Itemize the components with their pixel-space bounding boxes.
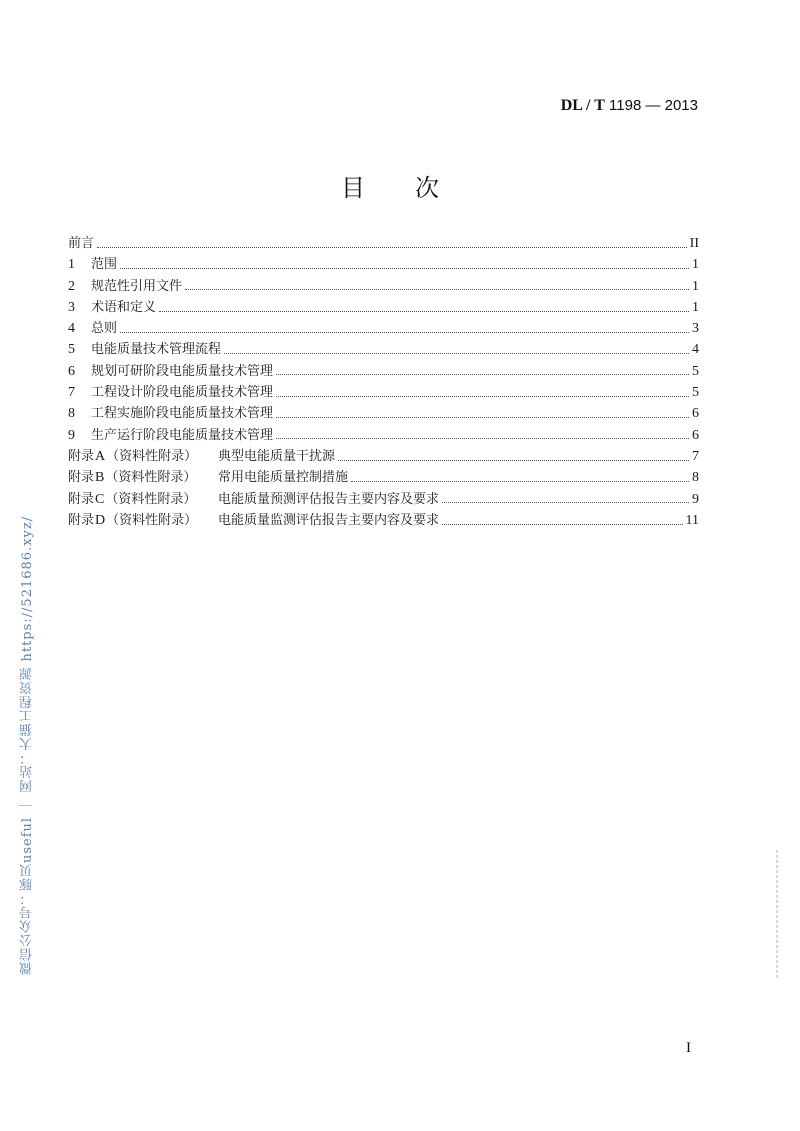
toc-page: 3 — [692, 321, 699, 337]
toc-label: 生产运行阶段电能质量技术管理 — [91, 427, 274, 443]
page-number: I — [686, 1040, 691, 1056]
toc-entry[interactable] — [68, 425, 699, 446]
toc-page: 8 — [692, 470, 699, 486]
toc-entry-appendix-d[interactable] — [68, 510, 699, 531]
dot-leader — [185, 288, 689, 290]
toc-entry-appendix-c[interactable] — [68, 489, 699, 510]
dot-leader — [159, 310, 689, 312]
dot-leader — [224, 352, 689, 354]
table-of-contents — [68, 233, 699, 531]
toc-label: 电能质量监测评估报告主要内容及要求 — [218, 512, 440, 528]
toc-page: 1 — [692, 278, 699, 294]
appendix-prefix: 附录 — [68, 491, 95, 507]
toc-entry[interactable] — [68, 403, 699, 424]
dot-leader — [120, 331, 689, 333]
toc-entry[interactable] — [68, 339, 699, 360]
toc-label: 常用电能质量控制措施 — [218, 470, 349, 486]
appendix-prefix: 附录 — [68, 470, 95, 486]
dot-leader — [97, 246, 687, 248]
appendix-type: （资料性附录） — [105, 470, 197, 486]
toc-page: 6 — [692, 427, 699, 443]
toc-entry[interactable] — [68, 382, 699, 403]
toc-label: 总则 — [91, 321, 118, 337]
dot-leader — [120, 267, 689, 269]
toc-page: 4 — [692, 342, 699, 358]
appendix-prefix: 附录 — [68, 448, 95, 464]
appendix-designation — [68, 510, 218, 531]
toc-label: 电能质量预测评估报告主要内容及要求 — [218, 491, 440, 507]
toc-page: II — [689, 236, 699, 251]
dot-leader — [338, 459, 689, 461]
toc-number: 2 — [68, 278, 75, 294]
dot-leader — [442, 501, 689, 503]
toc-label: 术语和定义 — [91, 299, 157, 315]
toc-label: 规划可研阶段电能质量技术管理 — [91, 363, 274, 379]
toc-label: 电能质量技术管理流程 — [91, 342, 222, 358]
toc-label: 典型电能质量干扰源 — [218, 448, 336, 464]
page-title: 目次 — [341, 174, 489, 202]
standard-code — [561, 97, 698, 115]
dot-leader — [276, 395, 689, 397]
appendix-type: （资料性附录） — [105, 491, 197, 507]
toc-number: 1 — [68, 257, 75, 273]
toc-number: 6 — [68, 363, 75, 379]
appendix-type: （资料性附录） — [106, 448, 198, 464]
dot-leader — [442, 523, 683, 525]
toc-entry[interactable] — [68, 361, 699, 382]
toc-page: 5 — [692, 385, 699, 401]
toc-entry[interactable] — [68, 254, 699, 275]
dot-leader — [351, 480, 689, 482]
toc-number: 7 — [68, 385, 75, 401]
appendix-type: （资料性附录） — [106, 512, 198, 528]
toc-page: 7 — [692, 448, 699, 464]
appendix-letter: A — [95, 448, 106, 464]
appendix-designation — [68, 467, 218, 488]
appendix-prefix: 附录 — [68, 512, 95, 528]
toc-page: 1 — [692, 299, 699, 315]
toc-page: 6 — [692, 406, 699, 422]
dot-leader — [276, 373, 689, 375]
toc-number: 4 — [68, 321, 75, 337]
toc-entry-appendix-b[interactable] — [68, 467, 699, 488]
appendix-letter: D — [95, 512, 106, 528]
appendix-designation — [68, 446, 218, 467]
toc-entry-preface[interactable] — [68, 233, 699, 254]
toc-page: 9 — [692, 491, 699, 507]
standard-prefix: DL / T — [560, 97, 605, 114]
dot-leader — [276, 437, 689, 439]
toc-entry[interactable] — [68, 318, 699, 339]
toc-page: 5 — [692, 363, 699, 379]
watermark-text: 微信公众号：豚贝useful ｜ 网站：大猫工程资源 https://521686.xyz/ — [20, 515, 35, 975]
toc-number: 9 — [68, 427, 75, 443]
toc-entry[interactable] — [68, 297, 699, 318]
toc-label: 范围 — [91, 257, 118, 273]
appendix-letter: C — [95, 491, 105, 507]
toc-entry[interactable] — [68, 276, 699, 297]
toc-number: 5 — [68, 342, 75, 358]
toc-page: 11 — [685, 512, 699, 528]
dot-leader — [276, 416, 689, 418]
toc-label: 规范性引用文件 — [91, 278, 183, 294]
toc-number: 8 — [68, 406, 75, 422]
toc-entry-appendix-a[interactable] — [68, 446, 699, 467]
toc-label: 前言 — [68, 236, 95, 251]
appendix-letter: B — [95, 470, 105, 486]
appendix-designation — [68, 489, 218, 510]
toc-page: 1 — [692, 257, 699, 273]
toc-number: 3 — [68, 299, 75, 315]
scan-artifact — [776, 850, 778, 980]
standard-number: 1198 — 2013 — [609, 97, 698, 114]
toc-label: 工程设计阶段电能质量技术管理 — [91, 385, 274, 401]
toc-label: 工程实施阶段电能质量技术管理 — [91, 406, 274, 422]
